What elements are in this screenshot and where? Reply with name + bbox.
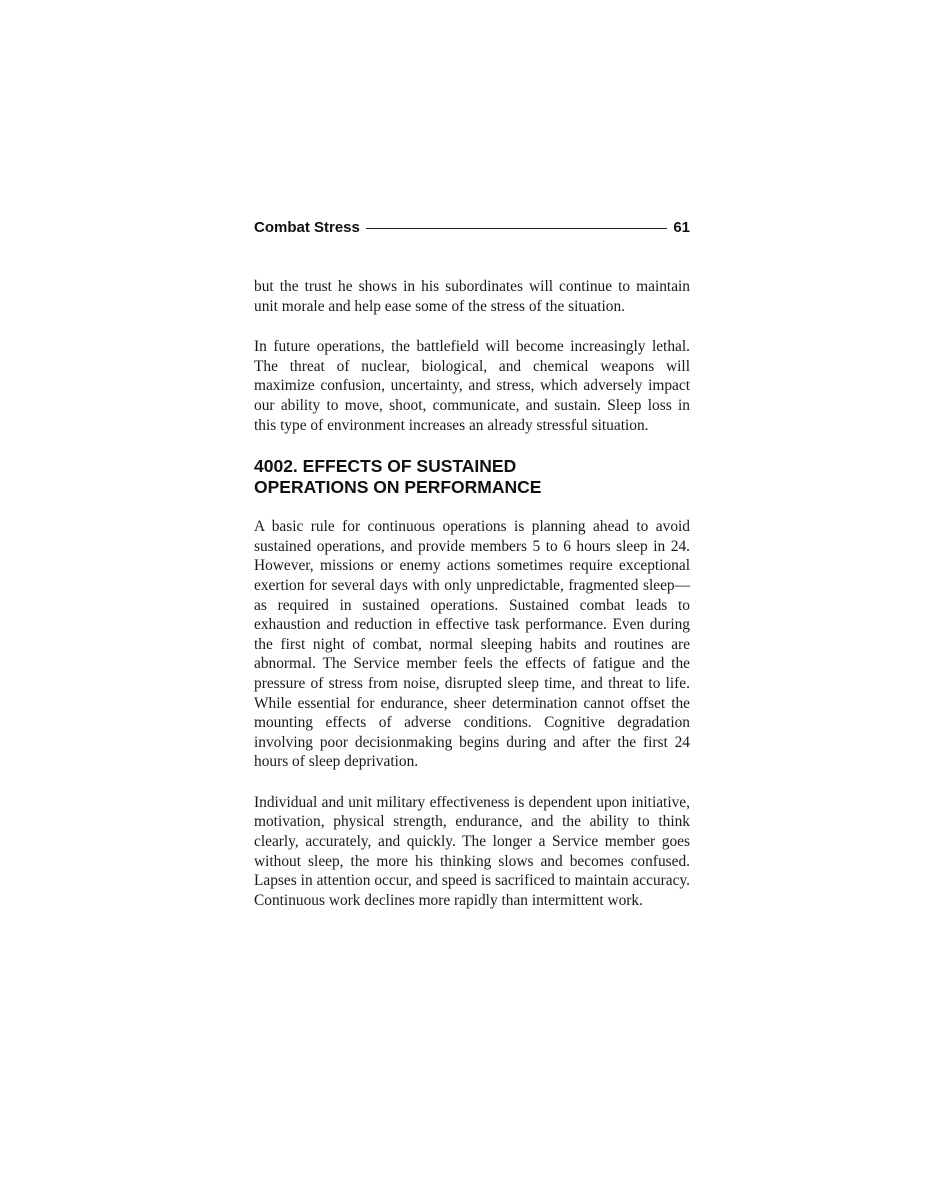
paragraph-future-operations: In future operations, the battlefield will become increasingly lethal. The threat of nuclear, biological, and chemical weapons will maximize confusion, uncertainty, and stress, which adversely impact our ability to move, shoot, communicate, and sustain. Sleep loss in this type of environment increases an already stressful situation. <box>254 338 690 434</box>
running-header-title: Combat Stress <box>254 218 360 236</box>
page-content <box>254 277 690 910</box>
paragraph-continuation: but the trust he shows in his subordinates will continue to maintain unit morale and help ease some of the stress of the situation. <box>254 278 690 315</box>
header-rule <box>366 228 667 229</box>
section-heading-line-1: 4002. EFFECTS OF SUSTAINED <box>254 456 517 477</box>
section-heading <box>254 456 690 498</box>
paragraph-effectiveness: Individual and unit military effectiveness is dependent upon initiative, motivation, physical strength, endurance, and the ability to think clearly, accurately, and quickly. The longer a Service member goes without sleep, the more his thinking slows and becomes confused. Lapses in attention occur, and speed is sacrificed to maintain accuracy. Continuous work declines more rapidly than intermittent work. <box>254 793 690 909</box>
paragraph-basic-rule: A basic rule for continuous operations is planning ahead to avoid sustained operations, and provide members 5 to 6 hours sleep in 24. However, missions or enemy actions sometimes require exceptional exertion for several days with only unpredictable, fragmented sleep—as required in sustained operations. Sustained combat leads to exhaustion and reduction in effective task performance. Even during the first night of combat, normal sleeping habits and routines are abnormal. The Service member feels the effects of fatigue and the pressure of stress from noise, disrupted sleep time, and threat to life. While essential for endurance, sheer determination cannot offset the mounting effects of adverse conditions. Cognitive degradation involving poor decisionmaking begins during and after the first 24 hours of sleep deprivation. <box>254 518 690 771</box>
running-header <box>254 216 690 238</box>
document-page <box>254 216 690 931</box>
page-number: 61 <box>673 218 690 236</box>
section-heading-line-2: OPERATIONS ON PERFORMANCE <box>254 477 542 498</box>
